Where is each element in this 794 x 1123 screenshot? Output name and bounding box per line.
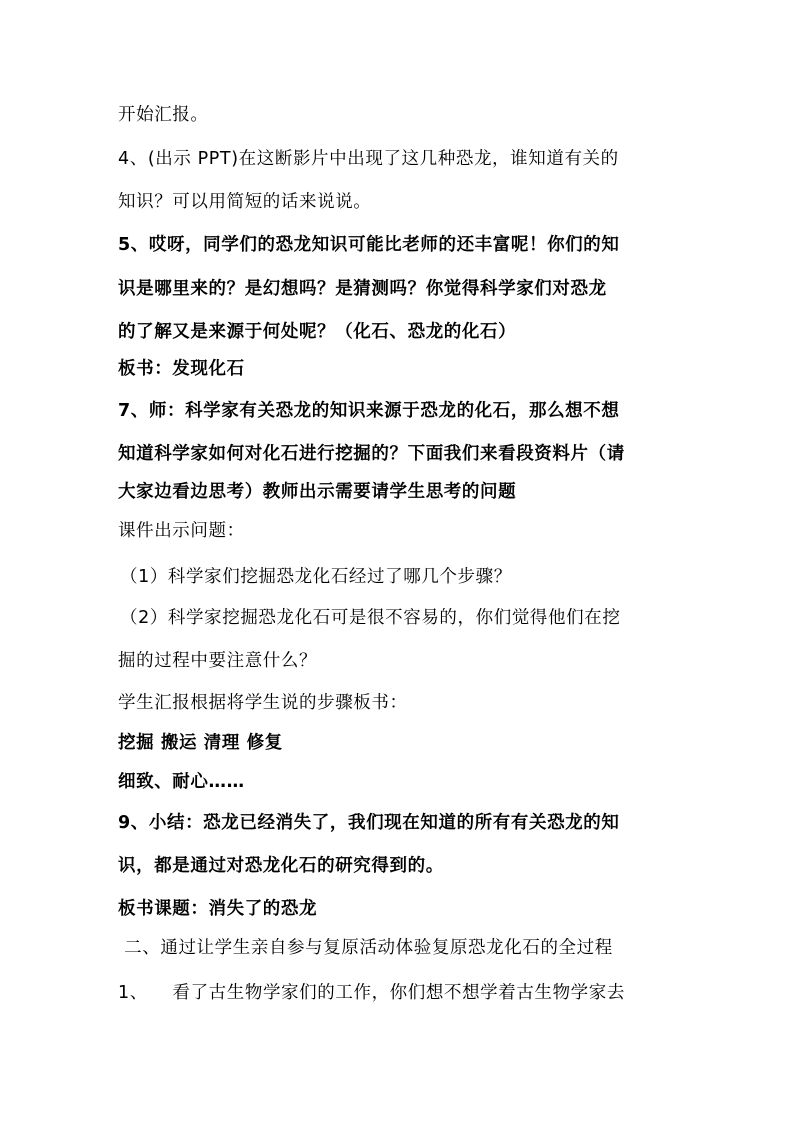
text-line: 板书：发现化石 — [118, 359, 245, 379]
text-line: 二、通过让学生亲自参与复原活动体验复原恐龙化石的全过程 — [118, 938, 613, 958]
text-line: （1）科学家们挖掘恐龙化石经过了哪几个步骤？ — [120, 567, 512, 587]
text-line: 识，都是通过对恐龙化石的研究得到的。 — [118, 856, 444, 876]
text-line: 学生汇报根据将学生说的步骤板书： — [118, 693, 408, 713]
text-line: 1、 看了古生物学家们的工作，你们想不想学着古生物学家去 — [118, 983, 625, 1003]
text-line: （2）科学家挖掘恐龙化石可是很不容易的，你们觉得他们在挖 — [120, 608, 621, 628]
text-line: 挖掘 搬运 清理 修复 — [118, 733, 283, 753]
text-line: 7、师：科学家有关恐龙的知识来源于恐龙的化石，那么想不想 — [118, 401, 620, 421]
text-line: 课件出示问题： — [118, 521, 245, 541]
text-line: 的了解又是来源于何处呢？（化石、恐龙的化石） — [118, 322, 517, 342]
text-line: 4、(出示 PPT)在这断影片中出现了这几种恐龙，谁知道有关的 — [118, 149, 619, 169]
text-line: 掘的过程中要注意什么？ — [118, 651, 318, 671]
text-line: 细致、耐心…… — [118, 772, 245, 792]
text-line: 9、小结：恐龙已经消失了，我们现在知道的所有有关恐龙的知 — [118, 813, 620, 833]
text-line: 开始汇报。 — [118, 105, 209, 125]
text-line: 识是哪里来的？是幻想吗？是猜测吗？你觉得科学家们对恐龙 — [118, 279, 607, 299]
text-line: 知道科学家如何对化石进行挖掘的？下面我们来看段资料片（请 — [118, 444, 625, 464]
text-line: 板书课题：消失了的恐龙 — [118, 899, 318, 919]
text-line: 5、哎呀，同学们的恐龙知识可能比老师的还丰富呢！你们的知 — [118, 235, 620, 255]
text-line: 知识？可以用简短的话来说说。 — [118, 192, 372, 212]
text-line: 大家边看边思考）教师出示需要请学生思考的问题 — [118, 482, 517, 502]
